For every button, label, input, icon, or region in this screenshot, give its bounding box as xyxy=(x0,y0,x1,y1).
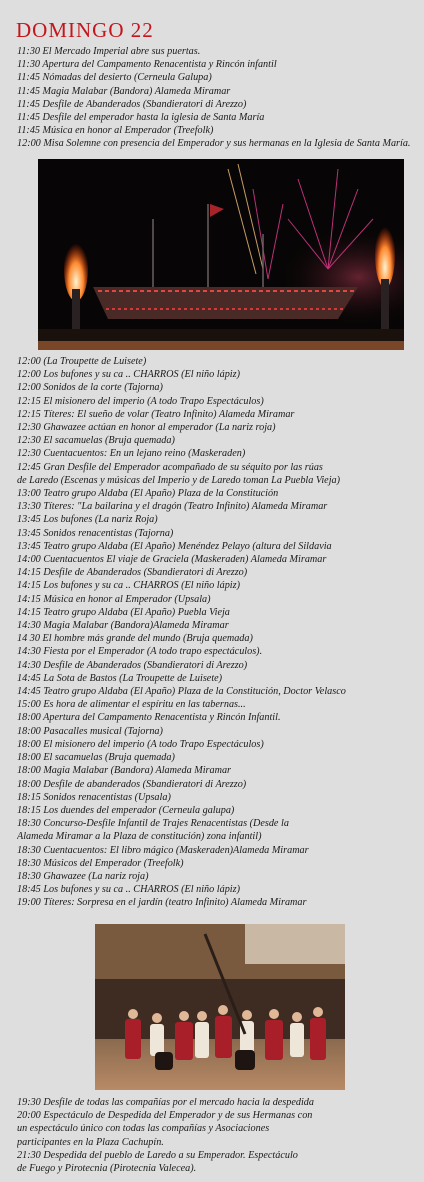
schedule-item: 18:15 Los duendes del emperador (Cerneula galupa) xyxy=(17,804,235,816)
schedule-item: 14:45 Teatro grupo Aldaba (El Apaño) Plaza de la Constitución, Doctor Velasco xyxy=(17,686,346,698)
schedule-item: 12:45 Gran Desfile del Emperador acompañado de su séquito por las rúas xyxy=(17,461,323,473)
schedule-item: 12:30 Ghawazee actúan en honor al emperador (La nariz roja) xyxy=(17,422,276,434)
schedule-item: 20:00 Espectáculo de Despedida del Emperador y de sus Hermanas con xyxy=(17,1110,313,1122)
schedule-item: 15:00 Es hora de alimentar el espíritu en las tabernas... xyxy=(17,699,246,711)
schedule-item: 13:45 Los bufones (La nariz Roja) xyxy=(17,514,158,526)
schedule-item: Alameda Miramar a la Plaza de constitución) zona infantil) xyxy=(17,831,262,843)
schedule-item: 18:00 El sacamuelas (Bruja quemada) xyxy=(17,752,175,764)
schedule-item: 12:30 Cuentacuentos: En un lejano reino (Maskeraden) xyxy=(17,448,246,460)
schedule-item: 13:30 Títeres: "La bailarina y el dragón (Teatro Infinito) Alameda Miramar xyxy=(17,501,328,513)
ship-fireworks-photo xyxy=(38,159,404,350)
schedule-item: 18:00 Pasacalles musical (Tajorna) xyxy=(17,725,163,737)
schedule-item: 14:15 Desfile de Abanderados (Sbandieratori di Arezzo) xyxy=(17,567,248,579)
schedule-item: 13:45 Sonidos renacentistas (Tajorna) xyxy=(17,527,174,539)
schedule-midday xyxy=(17,355,416,910)
schedule-item: 11:45 Nómadas del desierto (Cerneula Galupa) xyxy=(17,72,212,84)
schedule-item: 12:15 Títeres: El sueño de volar (Teatro Infinito) Alameda Miramar xyxy=(17,408,295,420)
schedule-item: 11:30 Apertura del Campamento Renacentista y Rincón infantil xyxy=(17,59,277,71)
schedule-item: 12:00 Los bufones y su ca .. CHARROS (El niño lápiz) xyxy=(17,369,240,381)
schedule-item: de Fuego y Pirotecnia (Pirotecnia Valecea). xyxy=(17,1163,197,1175)
schedule-item: 18:00 El misionero del imperio (A todo Trapo Espectáculos) xyxy=(17,738,264,750)
dancers-parade-photo xyxy=(95,924,345,1090)
schedule-item: 18:30 Concurso-Desfile Infantil de Trajes Renacentistas (Desde la xyxy=(17,818,289,830)
schedule-item: 14:15 Música en honor al Emperador (Upsala) xyxy=(17,593,211,605)
schedule-item: de Laredo (Escenas y músicas del Imperio y de Laredo toman La Puebla Vieja) xyxy=(17,474,341,486)
schedule-item: 14:45 La Sota de Bastos (La Troupette de Luisete) xyxy=(17,672,223,684)
schedule-item: 13:00 Teatro grupo Aldaba (El Apaño) Plaza de la Constitución xyxy=(17,488,279,500)
schedule-item: 18:30 Ghawazee (La nariz roja) xyxy=(17,870,149,882)
schedule-evening xyxy=(17,1096,416,1175)
schedule-item: participantes en la Plaza Cachupín. xyxy=(17,1136,164,1148)
schedule-item: 19:30 Desfile de todas las compañías por el mercado hacia la despedida xyxy=(17,1097,314,1108)
schedule-item: 18:30 Músicos del Emperador (Treefolk) xyxy=(17,857,184,869)
schedule-item: 18:00 Magia Malabar (Bandora) Alameda Miramar xyxy=(17,765,232,777)
schedule-item: 11:45 Música en honor al Emperador (Treefolk) xyxy=(17,125,214,137)
schedule-item: 13:45 Teatro grupo Aldaba (El Apaño) Menéndez Pelayo (altura del Sildavia xyxy=(17,540,332,552)
schedule-item: 18:00 Apertura del Campamento Renacentista y Rincón Infantil. xyxy=(17,712,281,724)
schedule-item: 11:30 El Mercado Imperial abre sus puertas. xyxy=(17,46,201,57)
schedule-item: 12:00 Misa Solemne con presencia del Emperador y sus hermanas en la Iglesia de Santa María. xyxy=(17,138,411,150)
schedule-item: 14 30 El hombre más grande del mundo (Bruja quemada) xyxy=(17,633,253,645)
schedule-item: 19:00 Títeres: Sorpresa en el jardín (teatro Infinito) Alameda Miramar xyxy=(17,897,307,909)
schedule-item: 12:30 El sacamuelas (Bruja quemada) xyxy=(17,435,175,447)
schedule-item: 21:30 Despedida del pueblo de Laredo a su Emperador. Espectáculo xyxy=(17,1149,298,1161)
schedule-item: 12:00 Sonidos de la corte (Tajorna) xyxy=(17,382,163,394)
schedule-item: un espectáculo único con todas las compañías y Asociaciones xyxy=(17,1123,270,1135)
schedule-morning xyxy=(17,45,416,151)
schedule-item: 14:15 Los bufones y su ca .. CHARROS (El niño lápiz) xyxy=(17,580,240,592)
schedule-item: 11:45 Magia Malabar (Bandora) Alameda Miramar xyxy=(17,85,231,97)
schedule-item: 18:00 Desfile de abanderados (Sbandieratori di Arezzo) xyxy=(17,778,247,790)
schedule-item: 11:45 Desfile del emperador hasta la iglesia de Santa María xyxy=(17,112,265,124)
schedule-item: 18:15 Sonidos renacentistas (Upsala) xyxy=(17,791,171,803)
day-title: DOMINGO 22 xyxy=(16,18,154,42)
schedule-item: 14:30 Magia Malabar (Bandora)Alameda Miramar xyxy=(17,620,229,632)
schedule-item: 14:30 Fiesta por el Emperador (A todo trapo espectáculos). xyxy=(17,646,263,658)
schedule-item: 14:30 Desfile de Abanderados (Sbandieratori di Arezzo) xyxy=(17,659,248,671)
schedule-item: 14:00 Cuentacuentos El viaje de Graciela (Maskeraden) Alameda Miramar xyxy=(17,554,327,566)
schedule-item: 18:45 Los bufones y su ca .. CHARROS (El niño lápiz) xyxy=(17,884,240,896)
schedule-item: 12:15 El misionero del imperio (A todo Trapo Espectáculos) xyxy=(17,395,264,407)
schedule-item: 12:00 (La Troupette de Luisete) xyxy=(17,356,147,367)
schedule-item: 18:30 Cuentacuentos: El libro mágico (Maskeraden)Alameda Miramar xyxy=(17,844,309,856)
schedule-item: 11:45 Desfile de Abanderados (Sbandieratori di Arezzo) xyxy=(17,98,247,110)
schedule-item: 14:15 Teatro grupo Aldaba (El Apaño) Puebla Vieja xyxy=(17,606,230,618)
